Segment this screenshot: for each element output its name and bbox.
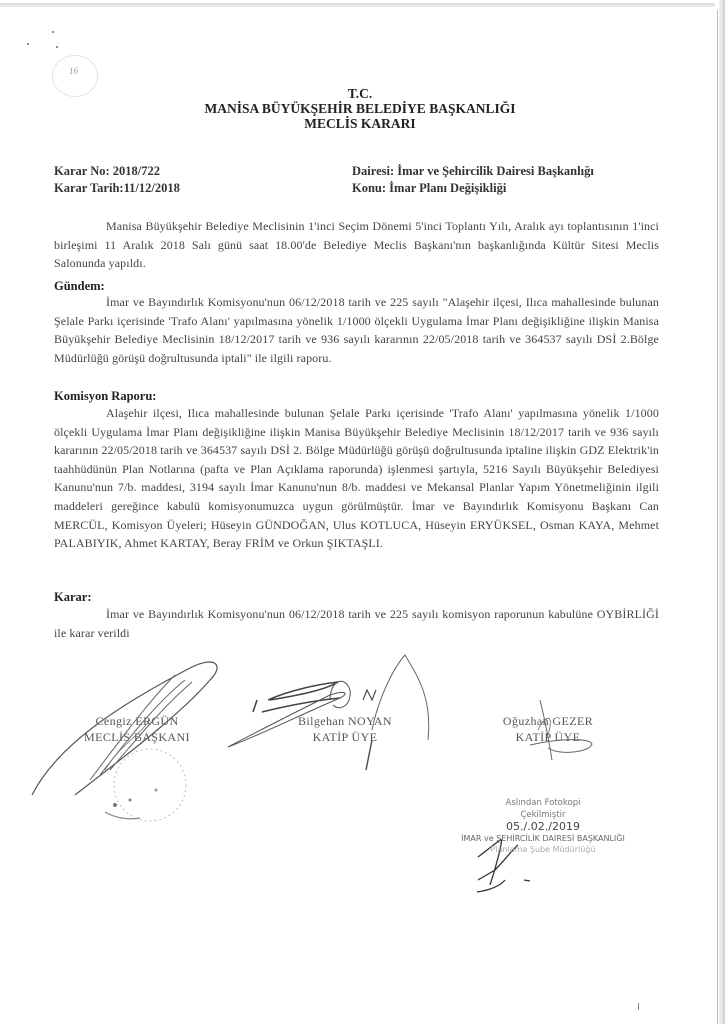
corner-mark: 16 [69, 66, 78, 76]
signatory-title: KATİP ÜYE [515, 730, 581, 744]
decision-meta-left [54, 163, 180, 197]
decision-text: İmar ve Bayındırlık Komisyonu'nun 06/12/2018 tarih ve 225 sayılı komisyon raporunun kabulüne OYBİRLİĞİ ile karar verildi [54, 607, 659, 640]
scan-speck [56, 46, 58, 48]
decision-date: Karar Tarih:11/12/2018 [54, 181, 180, 195]
copy-stamp-department: İMAR ve ŞEHİRCİLİK DAİRESİ BAŞKANLIĞI [461, 833, 625, 843]
agenda-title: Gündem: [54, 279, 105, 293]
signatory-title: MECLİS BAŞKANI [84, 730, 190, 744]
copy-stamp-date: 05./.02./2019 [506, 820, 580, 833]
signature-block-chair [62, 713, 212, 745]
official-seal-icon [114, 749, 186, 821]
certified-copy-stamp [458, 798, 628, 856]
intro-paragraph [54, 217, 659, 273]
signatory-title: KATİP ÜYE [312, 730, 378, 744]
commission-report-text: Alaşehir ilçesi, Ilıca mahallesinde bulunan Şelale Parkı içerisinde 'Trafo Alanı' yapılmasına yönelik 1/1000 ölçekli Uygulama İmar Planı değişikliğine ilişkin Manisa Büyükşehir Belediye Meclisinin 18/12/2017 tarih ve 936 sayılı kararının 22/05/2018 tarih ve 364537 sayılı DSİ 2. Bölge Müdürlüğü görüşü doğrultusunda iptaline ilişkin GDZ Elektrik'in taahhüdünün Plan Notlarına (pafta ve Plan Açıklama raporunda) işlenmesi şartıyla, 5216 Sayılı Büyükşehir Belediyesi Kanunu'nun 7/b. maddesi, 3194 sayılı İmar Kanunu'nun 8/b. maddesi ve Mekansal Planlar Yapım Yönetmeliğinin ilgili maddeleri gereğince kabulü komisyonumuzca uygun görülmüştür. İmar ve Bayındırlık Komisyonu Başkanı Can MERCÜL, Komisyon Üyeleri; Hüseyin GÜNDOĞAN, Ulus KOTLUCA, Hüseyin ERYÜKSEL, Osman KAYA, Mehmet PALABIYIK, Ahmet KARTAY, Beray FRİM ve Orkun ŞIKTAŞLI. [54, 406, 659, 551]
scan-right-border [717, 10, 718, 1024]
copy-stamp-subunit: Planlama Şube Müdürlüğü [490, 845, 596, 854]
signatory-name: Bilgehan NOYAN [298, 714, 392, 728]
scan-top-edge [0, 3, 715, 7]
document-header [150, 86, 570, 131]
signature-block-clerk-1 [270, 713, 420, 745]
header-institution: MANİSA BÜYÜKŞEHİR BELEDİYE BAŞKANLIĞI [204, 101, 516, 116]
signature-block-clerk-2 [478, 713, 618, 745]
signatory-name: Cengiz ERGÜN [95, 714, 179, 728]
decision-title: Karar: [54, 590, 92, 604]
scan-speck [27, 43, 29, 45]
header-doc-type: MECLİS KARARI [304, 116, 416, 131]
decision-paragraph [54, 605, 659, 642]
agenda-paragraph [54, 293, 659, 367]
signatory-name: Oğuzhan GEZER [502, 714, 594, 728]
page-mark [638, 1003, 639, 1010]
decision-meta-right [352, 163, 594, 197]
commission-report-title: Komisyon Raporu: [54, 389, 157, 403]
scan-right-edge [719, 0, 725, 1024]
copy-stamp-line2: Çekilmiştir [520, 809, 566, 820]
decision-number: Karar No: 2018/722 [54, 164, 161, 178]
agenda-text: İmar ve Bayındırlık Komisyonu'nun 06/12/2018 tarih ve 225 sayılı "Alaşehir ilçesi, Ilıca mahallesinde bulunan Şelale Parkı içerisinde 'Trafo Alanı' yapılmasına yönelik 1/1000 ölçekli Uygulama İmar Planı değişikliğine ilişkin Manisa Büyükşehir Belediye Meclisinin 18/12/2017 tarih ve 936 sayılı kararının 22/05/2018 tarih ve 364537 sayılı DSİ 2.Bölge Müdürlüğü görüşü doğrultusunda iptali" ile ilgili raporu. [54, 295, 659, 365]
department: Dairesi: İmar ve Şehircilik Dairesi Başkanlığı [352, 164, 594, 178]
faint-page-stamp [52, 55, 98, 97]
signature-clerk1-icon [253, 682, 340, 712]
scan-speck [52, 31, 54, 33]
copy-stamp-line1: Aslından Fotokopi [505, 798, 581, 808]
commission-report-paragraph [54, 404, 659, 553]
header-tc: T.C. [347, 86, 373, 101]
subject: Konu: İmar Planı Değişikliği [352, 181, 507, 195]
intro-text: Manisa Büyükşehir Belediye Meclisinin 1'inci Seçim Dönemi 5'inci Toplantı Yılı, Aralık ayı toplantısının 1'inci birleşimi 11 Aralık 2018 Salı günü saat 18.00'de Belediye Meclis Başkanı'nın başkanlığında Kültür Sitesi Meclis Salonunda yapıldı. [54, 219, 659, 271]
